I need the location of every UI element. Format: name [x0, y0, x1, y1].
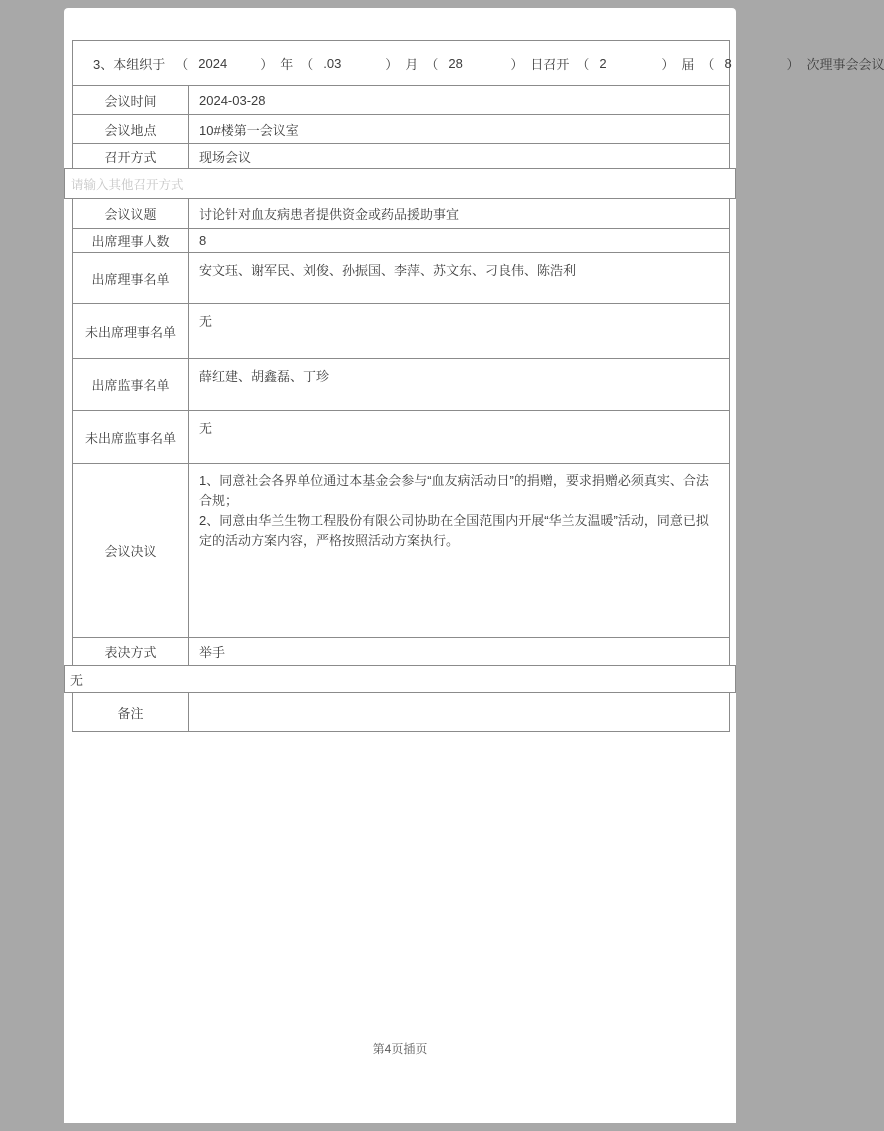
attend-count-value: 8: [199, 233, 207, 248]
meeting-time-label: 会议时间: [73, 86, 189, 114]
meeting-place-label: 会议地点: [73, 115, 189, 143]
supervisor-attend-value: 薛红建、胡鑫磊、丁珍: [199, 369, 330, 384]
term-value: 2: [599, 55, 607, 71]
row-resolution: [72, 463, 730, 638]
absent-list-label: 未出席理事名单: [73, 304, 189, 358]
row-supervisor-attend: [72, 358, 730, 411]
meeting-topic-value: 讨论针对血友病患者提供资金或药品援助事宜: [199, 207, 460, 222]
vote-mode-value: 举手: [199, 645, 226, 660]
meeting-title-row: [72, 40, 884, 86]
other-vote-input[interactable]: 无: [64, 665, 736, 693]
row-meeting-topic: [72, 198, 730, 229]
page-footer-label: 第4页插页: [372, 1042, 428, 1056]
meeting-mode-label: 召开方式: [73, 144, 189, 168]
document-page: [64, 8, 884, 1123]
month-unit: 月: [405, 56, 419, 72]
absent-list-value: 无: [199, 314, 213, 329]
meeting-time-value: 2024-03-28: [199, 92, 266, 108]
attend-list-label: 出席理事名单: [73, 253, 189, 303]
session-unit: 次理事会会议: [806, 56, 884, 72]
rparen: ）: [661, 56, 675, 72]
day-unit: 日召开: [530, 56, 570, 72]
lparen: （: [701, 56, 715, 72]
row-supervisor-absent: [72, 410, 730, 464]
row-remark: [72, 692, 730, 732]
resolution-line-1: 1、同意社会各界单位通过本基金会参与“血友病活动日”的捐赠，要求捐赠必须真实、合法合规；: [199, 473, 709, 509]
resolution-value: [189, 464, 729, 637]
resolution-line-2: 2、同意由华兰生物工程股份有限公司协助在全国范围内开展“华兰友温暖”活动，同意已拟定的活动方案内容，严格按照活动方案执行。: [199, 513, 709, 549]
title-prefix: 3、本组织于: [93, 56, 166, 72]
meeting-place-value: 10#楼第一会议室: [199, 122, 299, 138]
lparen: （: [175, 56, 189, 72]
term-unit: 届: [681, 56, 695, 72]
supervisor-attend-label: 出席监事名单: [73, 359, 189, 410]
day-value: 28: [448, 55, 463, 71]
row-attend-list: [72, 252, 730, 304]
supervisor-absent-label: 未出席监事名单: [73, 411, 189, 463]
supervisor-absent-value: 无: [199, 421, 213, 436]
lparen: （: [300, 56, 314, 72]
other-mode-input[interactable]: 请输入其他召开方式: [64, 168, 736, 199]
row-meeting-place: [72, 114, 730, 144]
resolution-label: 会议决议: [73, 464, 189, 637]
row-attend-count: [72, 228, 730, 253]
row-vote-mode: [72, 637, 730, 666]
month-value: .03: [323, 55, 342, 71]
year-value: 2024: [198, 55, 228, 71]
lparen: （: [576, 56, 590, 72]
meeting-record-table: [64, 8, 884, 169]
year-unit: 年: [280, 56, 294, 72]
meeting-topic-label: 会议议题: [73, 199, 189, 228]
remark-label: 备注: [73, 693, 189, 731]
row-meeting-mode: [72, 143, 730, 169]
meeting-mode-value: 现场会议: [199, 149, 252, 165]
row-meeting-time: [72, 85, 730, 115]
session-value: 8: [724, 55, 732, 71]
attend-count-label: 出席理事人数: [73, 229, 189, 252]
lparen: （: [425, 56, 439, 72]
rparen: ）: [786, 56, 800, 72]
row-absent-list: [72, 303, 730, 359]
rparen: ）: [510, 56, 524, 72]
meeting-detail-table: [64, 198, 736, 666]
rparen: ）: [385, 56, 399, 72]
attend-list-value: 安文珏、谢军民、刘俊、孙振国、李萍、苏文东、刁良伟、陈浩利: [199, 263, 577, 278]
rparen: ）: [260, 56, 274, 72]
remark-value: [189, 693, 729, 731]
vote-mode-label: 表决方式: [73, 638, 189, 665]
